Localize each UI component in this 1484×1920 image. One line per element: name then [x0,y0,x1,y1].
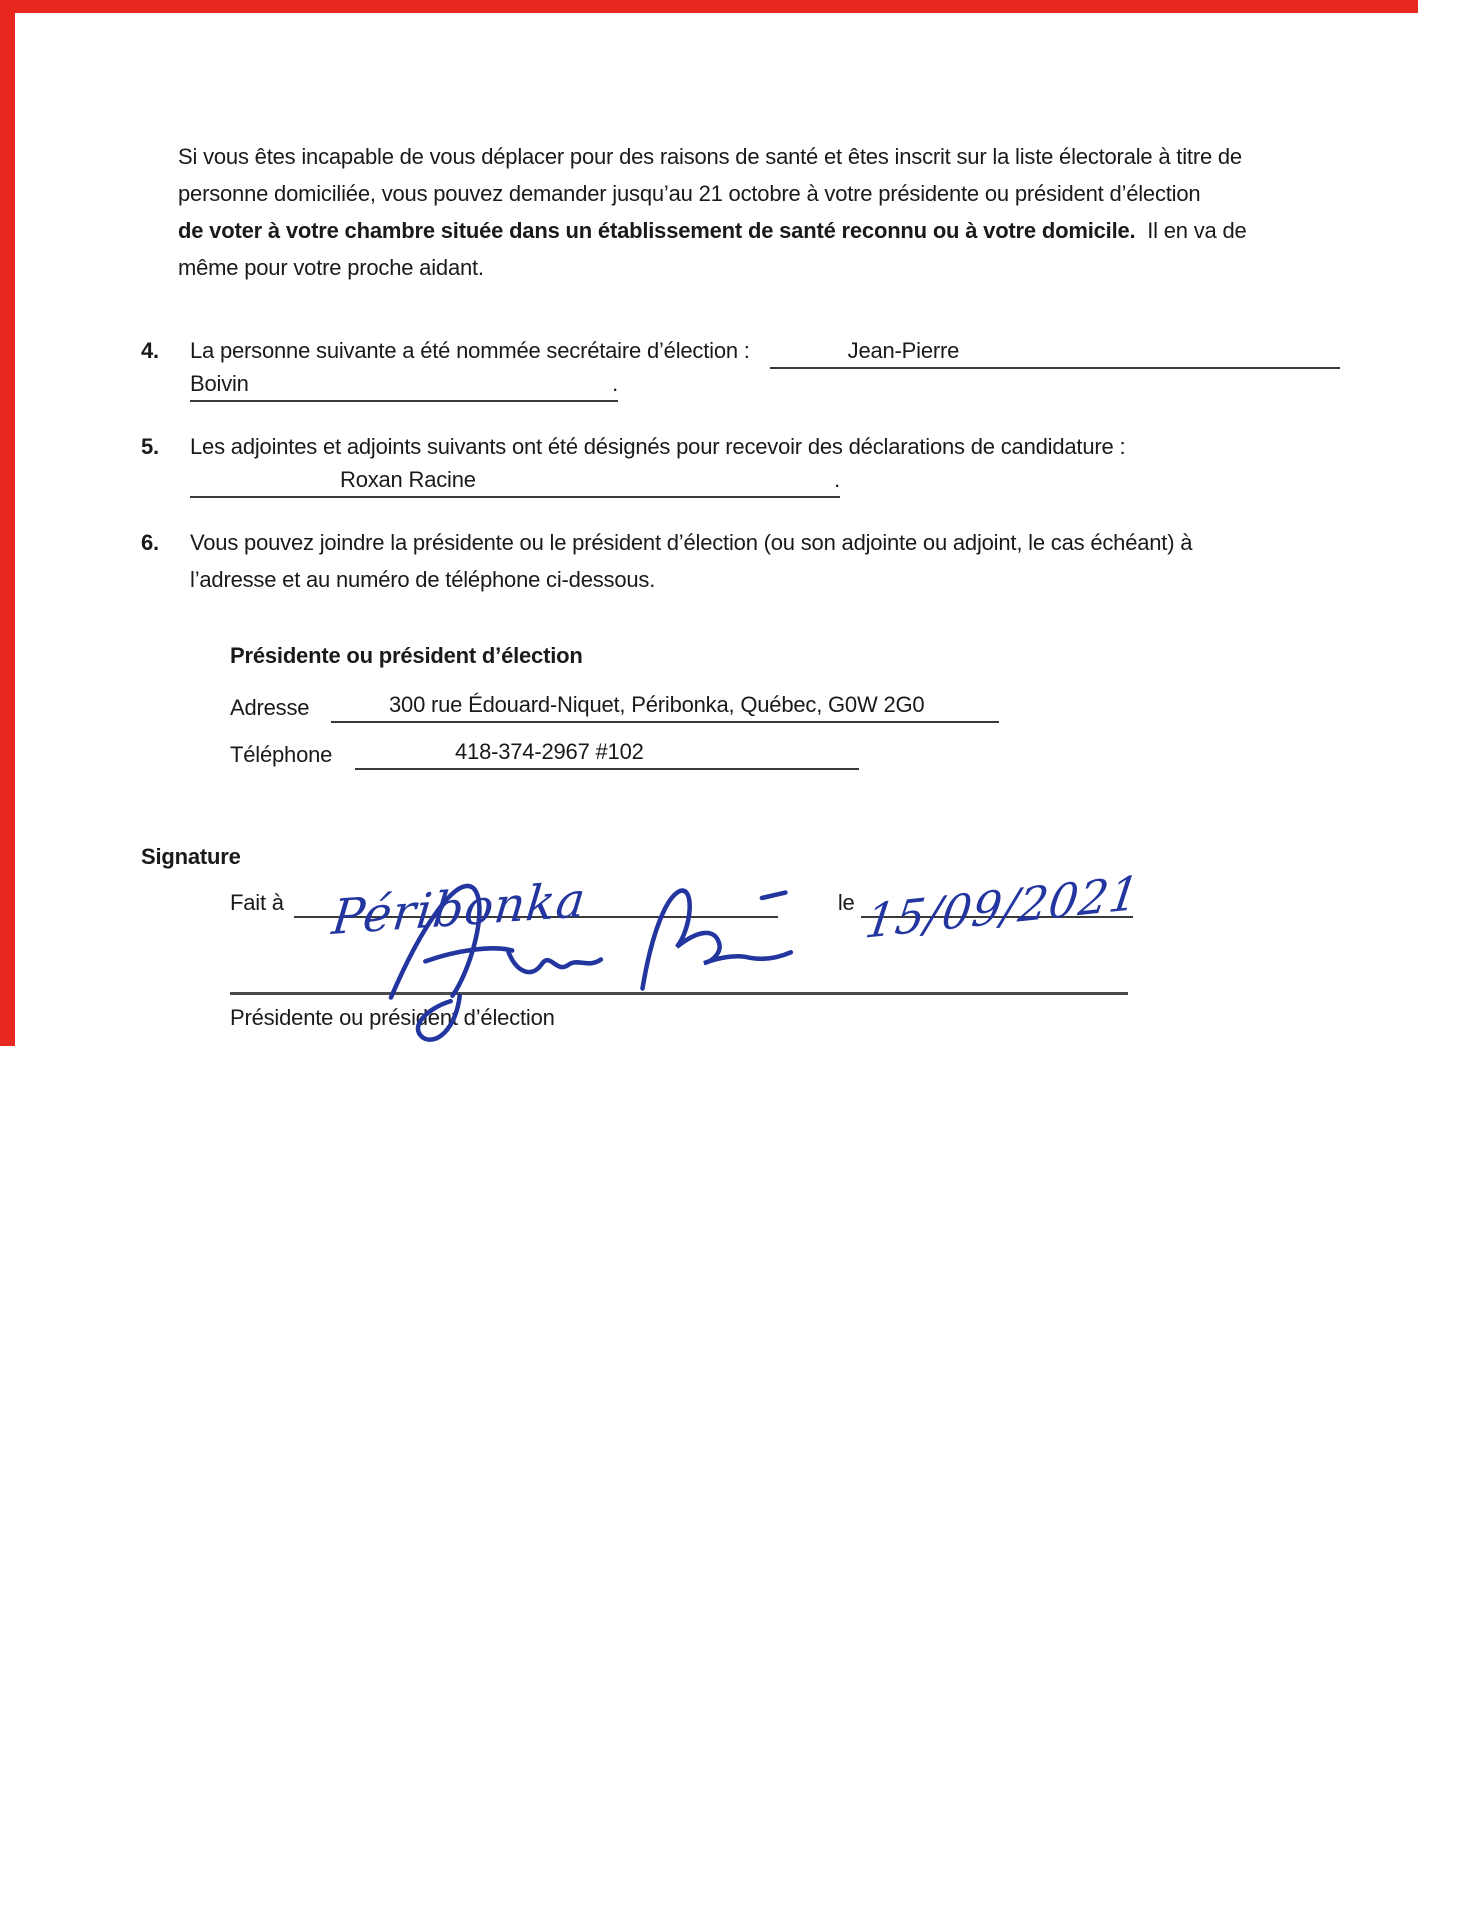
intro-paragraph [178,138,1484,286]
item-4-line-2 [190,369,1444,402]
item-4-end-punctuation: . [612,371,618,396]
intro-line-4 [178,249,1484,286]
item-5-line-2 [190,465,1444,498]
item-6 [141,524,1444,598]
date-filled-blank [861,865,1143,949]
item-4-value-line-2: Boivin [190,371,249,396]
intro-line-3-text: Il en va de [1135,218,1247,243]
signature-handwriting [350,860,830,1050]
intro-line-2 [178,175,1484,212]
signature-line [230,992,1128,995]
item-4-filled-blank-line-1 [770,336,1340,369]
item-5 [141,428,1444,498]
intro-line-3-bold-text: de voter à votre chambre située dans un établissement de santé reconnu ou à votre domicile. [178,218,1136,243]
phone-label: Téléphone [230,742,333,767]
signer-role-label: Présidente ou président d’élection [230,1005,555,1030]
item-5-number: 5. [141,434,159,459]
made-at-handwritten-value: Péribonka [329,871,589,947]
intro-line-2-text: personne domiciliée, vous pouvez demander jusqu’au 21 octobre à votre présidente ou président d’élection [178,181,1201,206]
intro-line-4-text: même pour votre proche aidant. [178,255,484,280]
item-4-number: 4. [141,338,159,363]
item-4-line-1 [141,332,1444,369]
phone-row [230,737,1484,770]
phone-value: 418-374-2967 #102 [455,739,644,764]
contact-title: Présidente ou président d’élection [230,643,583,668]
address-value: 300 rue Édouard-Niquet, Péribonka, Québec, G0W 2G0 [389,692,925,717]
contact-block [230,636,1484,770]
item-4-value-line-1: Jean-Pierre [847,338,960,363]
signature-block [230,865,1484,1033]
item-6-text-line-2: l’adresse et au numéro de téléphone ci-dessous. [190,567,656,592]
intro-line-3 [178,212,1484,249]
address-row [230,690,1484,723]
item-6-line-2 [190,561,1444,598]
date-handwritten-value: 15/09/2021 [861,865,1143,949]
intro-line-1-text: Si vous êtes incapable de vous déplacer pour des raisons de santé et êtes inscrit sur la liste électorale à titre de [178,144,1242,169]
scan-edge-artifact-top [0,0,1418,13]
item-5-text: Les adjointes et adjoints suivants ont été désignés pour recevoir des déclarations de candidature : [190,434,1126,459]
signature-section-title: Signature [141,844,241,869]
intro-line-1 [178,138,1484,175]
scan-edge-artifact-left [0,0,15,1046]
item-5-line-1 [141,428,1444,465]
item-6-text-line-1: Vous pouvez joindre la présidente ou le président d’élection (ou son adjointe ou adjoint, le cas échéant) à [190,530,1193,555]
phone-filled-blank [355,737,859,770]
item-6-line-1 [141,524,1444,561]
date-label: le [837,890,855,915]
address-filled-blank [331,690,999,723]
item-4-filled-blank-line-2 [190,369,618,402]
item-5-value: Roxan Racine [340,467,476,492]
item-6-number: 6. [141,530,159,555]
made-at-label: Fait à [230,890,284,915]
item-4 [141,332,1444,402]
item-4-text: La personne suivante a été nommée secrétaire d’élection : [190,338,756,363]
item-5-end-punctuation: . [834,467,840,492]
address-label: Adresse [230,695,310,720]
item-5-filled-blank [190,465,840,498]
